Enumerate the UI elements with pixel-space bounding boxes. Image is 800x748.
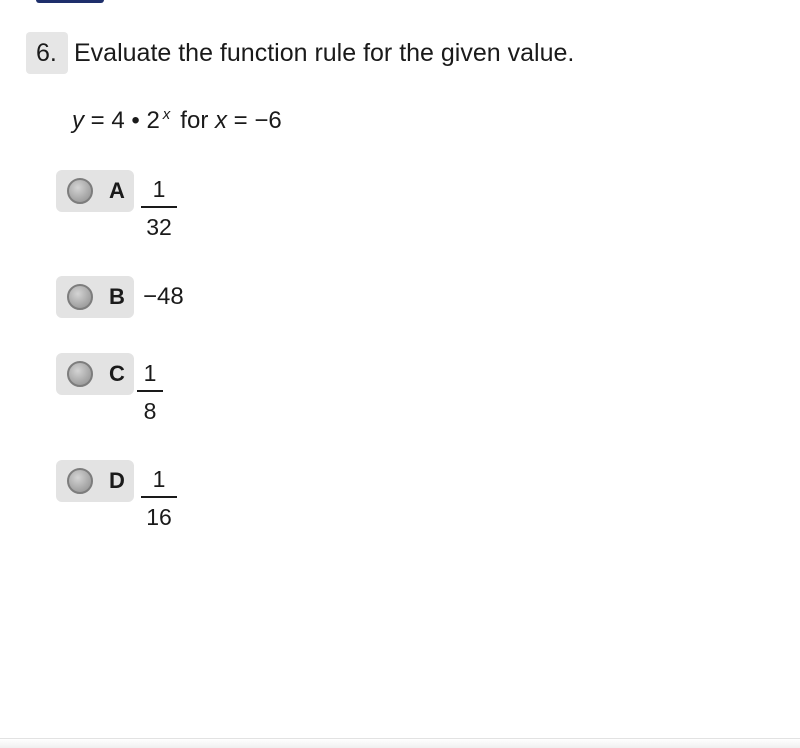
fraction-bar — [141, 206, 177, 208]
header-accent — [36, 0, 104, 3]
radio-button-icon[interactable] — [67, 361, 93, 387]
question-prompt: Evaluate the function rule for the given value. — [74, 39, 575, 67]
equation-for-text: for — [180, 107, 215, 134]
choice-a[interactable] — [56, 170, 134, 212]
fraction-bar — [141, 496, 177, 498]
function-rule — [72, 100, 282, 136]
equation-x-value: = −6 — [226, 107, 282, 134]
fraction-denominator: 32 — [146, 214, 172, 240]
fraction-numerator: 1 — [152, 466, 166, 492]
radio-button-icon[interactable] — [67, 468, 93, 494]
question-number: 6. — [36, 39, 57, 67]
equation-exponent: x — [162, 106, 171, 123]
choice-letter: C — [109, 361, 125, 386]
choice-c[interactable] — [56, 353, 134, 395]
fraction-bar — [137, 390, 163, 392]
page-bottom-divider — [0, 738, 800, 748]
choice-letter: A — [109, 178, 125, 203]
equation-rhs: = 4 • 2 — [84, 107, 160, 134]
equation-y-var: y — [72, 107, 84, 134]
choice-d[interactable] — [56, 460, 134, 502]
radio-button-icon[interactable] — [67, 178, 93, 204]
equation-x-var: x — [214, 107, 227, 134]
answer-fraction-a — [141, 176, 177, 240]
fraction-numerator: 1 — [152, 176, 166, 202]
radio-button-icon[interactable] — [67, 284, 93, 310]
answer-fraction-c — [137, 360, 163, 424]
choice-letter: B — [109, 284, 125, 309]
choice-letter: D — [109, 468, 125, 493]
fraction-denominator: 8 — [143, 398, 157, 424]
fraction-numerator: 1 — [143, 360, 157, 386]
answer-value-b: −48 — [143, 283, 184, 310]
choice-b[interactable] — [56, 276, 134, 318]
fraction-denominator: 16 — [146, 504, 172, 530]
answer-fraction-d — [141, 466, 177, 530]
